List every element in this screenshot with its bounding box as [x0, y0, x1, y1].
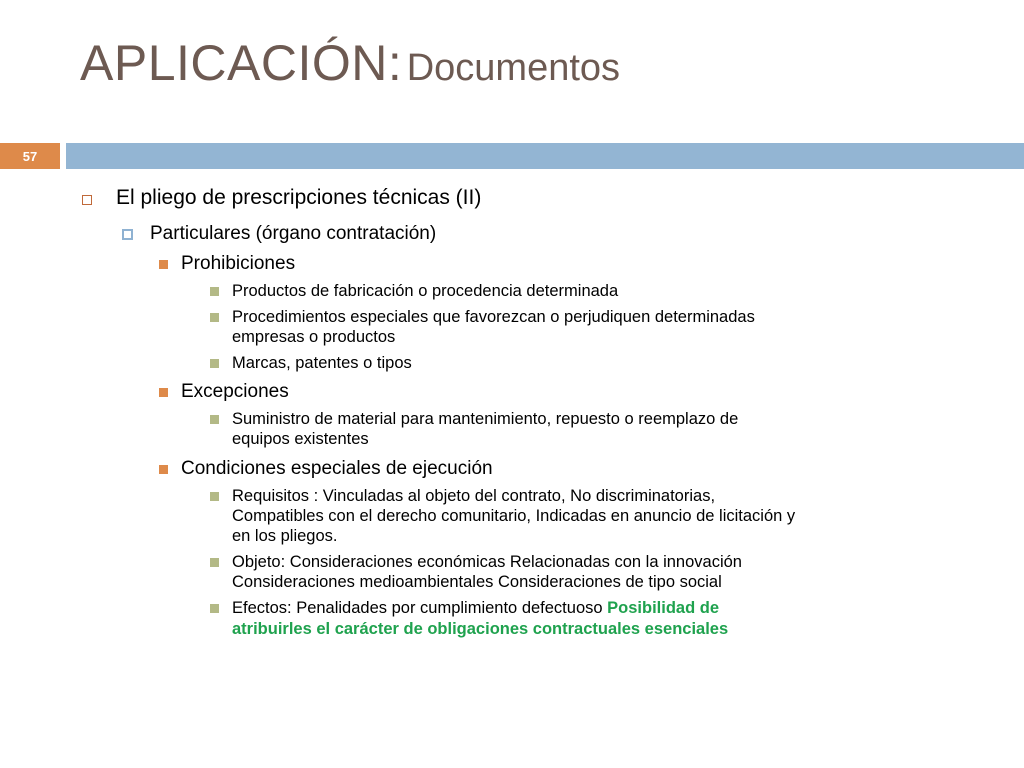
list-item-continuation: equipos existentes [232, 430, 369, 448]
slide-number: 57 [0, 143, 60, 169]
list-item [232, 598, 719, 619]
list-item-continuation: Consideraciones medioambientales Consideraciones de tipo social [232, 573, 722, 591]
highlight-text: Posibilidad de [607, 599, 719, 617]
square-bullet-icon [159, 465, 168, 474]
list-item-continuation: en los pliegos. [232, 527, 338, 545]
title-main: APLICACIÓN: [80, 35, 403, 91]
list-item: Productos de fabricación o procedencia determinada [232, 282, 619, 300]
efectos-text: Efectos: Penalidades por cumplimiento defectuoso [232, 599, 608, 617]
highlight-continuation: atribuirles el carácter de obligaciones contractuales esenciales [232, 620, 729, 638]
hollow-square-bullet-icon [82, 195, 92, 205]
square-bullet-icon [159, 388, 168, 397]
list-item-continuation: empresas o productos [232, 328, 396, 346]
list-item: Suministro de material para mantenimiento, repuesto o reemplazo de [232, 410, 739, 428]
list-item: Marcas, patentes o tipos [232, 354, 412, 372]
framed-square-bullet-icon [122, 229, 133, 240]
title-sub: Documentos [406, 47, 621, 89]
square-bullet-icon [210, 415, 219, 424]
square-bullet-icon [159, 260, 168, 269]
square-bullet-icon [210, 604, 219, 613]
square-bullet-icon [210, 558, 219, 567]
square-bullet-icon [210, 287, 219, 296]
slide-title [80, 35, 621, 91]
list-item: Procedimientos especiales que favorezcan o perjudiquen determinadas [232, 308, 755, 326]
square-bullet-icon [210, 359, 219, 368]
heading-condiciones: Condiciones especiales de ejecución [181, 458, 493, 479]
outline-level1-text: El pliego de prescripciones técnicas (II) [116, 186, 482, 209]
square-bullet-icon [210, 313, 219, 322]
list-item: Objeto: Consideraciones económicas Relacionadas con la innovación [232, 553, 742, 571]
heading-prohibiciones: Prohibiciones [181, 253, 296, 274]
header-band [66, 143, 1024, 169]
heading-excepciones: Excepciones [181, 381, 289, 402]
outline-level2-text: Particulares (órgano contratación) [150, 223, 437, 244]
list-item-continuation: Compatibles con el derecho comunitario, Indicadas en anuncio de licitación y [232, 507, 796, 525]
list-item: Requisitos : Vinculadas al objeto del contrato, No discriminatorias, [232, 487, 716, 505]
square-bullet-icon [210, 492, 219, 501]
